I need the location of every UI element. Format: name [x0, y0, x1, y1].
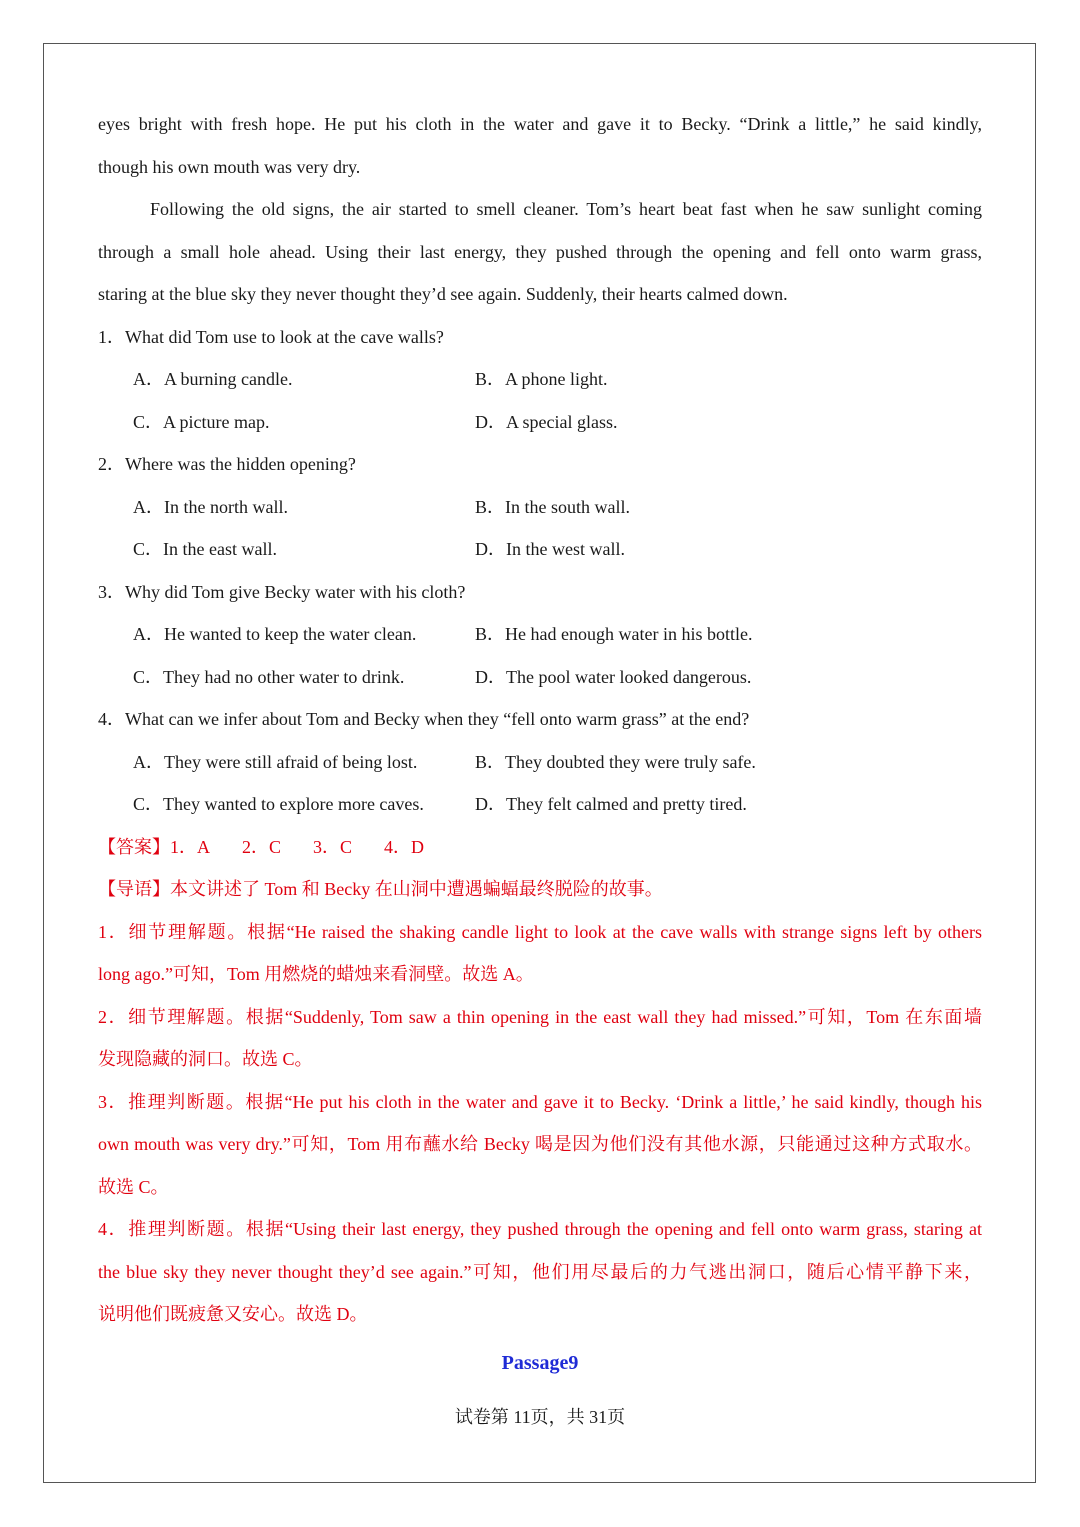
- explanation-line: 说明他们既疲惫又安心。故选 D。: [98, 1304, 368, 1324]
- option-c[interactable]: C．A picture map.: [133, 411, 270, 432]
- option-d[interactable]: D．They felt calmed and pretty tired.: [475, 794, 747, 814]
- option-c[interactable]: C．They had no other water to drink.: [133, 666, 405, 687]
- question-stem: 2．Where was the hidden opening?: [98, 454, 356, 474]
- option-d[interactable]: D．A special glass.: [475, 411, 618, 432]
- explanation-line: own mouth was very dry.”可知，Tom 用布蘸水给 Becky 喝是因为他们没有其他水源，只能通过这种方式取水。: [98, 1134, 982, 1154]
- explanation-2: [98, 996, 982, 1081]
- passage-line: though his own mouth was very dry.: [98, 156, 361, 177]
- explanation-4: [98, 1208, 982, 1336]
- passage-text: [98, 103, 982, 316]
- question-stem: 1．What did Tom use to look at the cave walls?: [98, 326, 444, 347]
- explanation-line: 2．细节理解题。根据“Suddenly, Tom saw a thin opening in the east wall they had missed.”可知，Tom 在东面墙: [98, 1006, 982, 1027]
- explanation-line: 发现隐藏的洞口。故选 C。: [98, 1049, 313, 1069]
- option-a[interactable]: A．A burning candle.: [133, 369, 293, 389]
- question-1: [98, 316, 982, 444]
- answer-item: 1．A: [170, 836, 210, 857]
- answer-item: 2．C: [242, 836, 282, 857]
- explanation-line: the blue sky they never thought they’d see again.”可知，他们用尽最后的力气逃出洞口，随后心情平静下来，: [98, 1261, 982, 1282]
- explanation-1: [98, 911, 982, 996]
- option-b[interactable]: B．They doubted they were truly safe.: [475, 751, 756, 772]
- answer-key: [98, 826, 982, 869]
- question-stem: 3．Why did Tom give Becky water with his cloth?: [98, 581, 466, 602]
- answer-item: 4．D: [384, 836, 425, 857]
- question-4: [98, 698, 982, 826]
- question-2: [98, 443, 982, 571]
- option-c[interactable]: C．In the east wall.: [133, 539, 277, 559]
- explanation-line: 1．细节理解题。根据“He raised the shaking candle light to look at the cave walls with strange signs left by others: [98, 921, 982, 942]
- option-b[interactable]: B．A phone light.: [475, 369, 608, 389]
- option-c[interactable]: C．They wanted to explore more caves.: [133, 794, 424, 814]
- option-a[interactable]: A．In the north wall.: [133, 496, 288, 517]
- page-footer: 试卷第 11页，共 31页: [454, 1407, 626, 1427]
- option-d[interactable]: D．The pool water looked dangerous.: [475, 666, 752, 687]
- answer-item: 3．C: [313, 836, 353, 857]
- explanation-line: 故选 C。: [98, 1176, 169, 1197]
- explanation-line: long ago.”可知，Tom 用燃烧的蜡烛来看洞壁。故选 A。: [98, 964, 534, 984]
- answer-label: 【答案】: [98, 836, 170, 857]
- explanation-3: [98, 1081, 982, 1209]
- option-b[interactable]: B．In the south wall.: [475, 496, 630, 517]
- passage-line: eyes bright with fresh hope. He put his cloth in the water and gave it to Becky. “Drink a little,” he said kindly,: [98, 114, 982, 134]
- option-b[interactable]: B．He had enough water in his bottle.: [475, 624, 753, 644]
- question-stem: 4．What can we infer about Tom and Becky when they “fell onto warm grass” at the end?: [98, 709, 750, 729]
- passage-line: through a small hole ahead. Using their last energy, they pushed through the opening and fell onto warm grass,: [98, 241, 982, 262]
- explanation-line: 4．推理判断题。根据“Using their last energy, they pushed through the opening and fell onto warm grass, staring at: [98, 1219, 982, 1239]
- explanation-line: 3．推理判断题。根据“He put his cloth in the water and gave it to Becky. ‘Drink a little,’ he said kindly, though his: [98, 1091, 982, 1112]
- page-content: [98, 103, 982, 1390]
- passage-line: staring at the blue sky they never thought they’d see again. Suddenly, their hearts calmed down.: [98, 284, 788, 304]
- option-d[interactable]: D．In the west wall.: [475, 539, 625, 559]
- option-a[interactable]: A．He wanted to keep the water clean.: [133, 624, 417, 644]
- guide-text: 【导语】本文讲述了 Tom 和 Becky 在山洞中遭遇蝙蝠最终脱险的故事。: [98, 879, 663, 899]
- passage-line: Following the old signs, the air started to smell cleaner. Tom’s heart beat fast when he saw sunlight coming: [150, 199, 982, 219]
- question-3: [98, 571, 982, 699]
- passage-title: Passage9: [501, 1351, 579, 1374]
- option-a[interactable]: A．They were still afraid of being lost.: [133, 751, 418, 772]
